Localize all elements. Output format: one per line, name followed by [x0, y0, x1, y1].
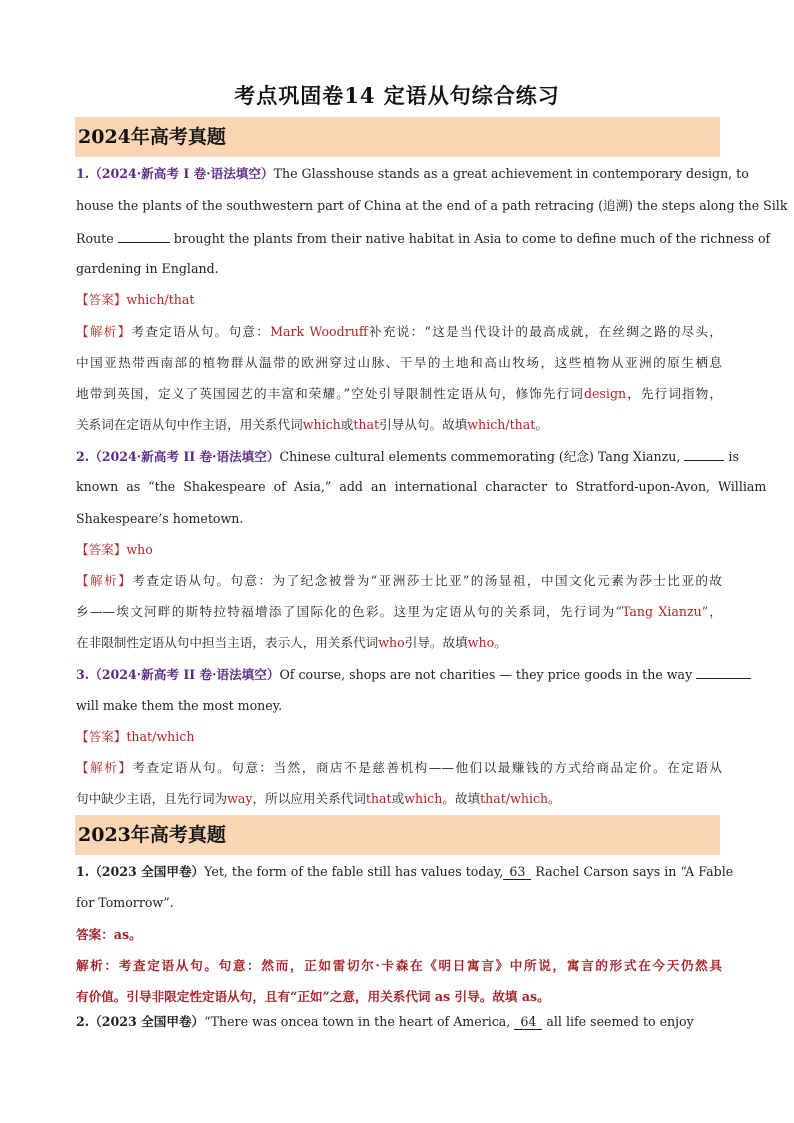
question-1-line-4: gardening in England.	[76, 261, 219, 276]
page-title: 考点巩固卷14 定语从句综合练习	[234, 83, 560, 108]
question-1-line-3: Route brought the plants from their native habitat in Asia to come to define much of the richness of	[76, 231, 771, 246]
answer-line: 【答案】who	[76, 542, 153, 557]
question-source: 2.（2023 全国甲卷）	[76, 1014, 205, 1029]
answer-blank[interactable]: 64	[514, 1015, 542, 1030]
answer-blank[interactable]: 63	[503, 865, 531, 880]
answer-blank[interactable]	[684, 448, 724, 461]
analysis-line-2: 中国亚热带西南部的植物群从温带的欧洲穿过山脉、干旱的土地和高山牧场，这些植物从亚洲的原生栖息	[76, 355, 722, 370]
question-2-line-2: known as “the Shakespeare of Asia,” add an international character to Stratford-upon-Avon, William	[76, 479, 767, 494]
question-2023-1-line-2: for Tomorrow”.	[76, 895, 174, 910]
analysis-line-2: 乡——埃文河畔的斯特拉特福增添了国际化的色彩。这里为定语从句的关系词，先行词为“Tang Xianzu”，	[76, 604, 723, 619]
question-source: 3.（2024·新高考 II 卷·语法填空）	[76, 667, 280, 682]
question-3-line-2: will make them the most money.	[76, 698, 283, 713]
analysis-line-1: 【解析】考查定语从句。句意：当然，商店不是慈善机构——他们以最赚钱的方式给商品定价。在定语从	[76, 760, 722, 775]
question-1-line-1: 1.（2024·新高考 I 卷·语法填空）The Glasshouse stands as a great achievement in contemporary design, to	[76, 166, 749, 181]
answer-line: 答案：as。	[76, 927, 142, 942]
analysis-line-3: 在非限制性定语从句中担当主语，表示人，用关系代词who引导。故填who。	[76, 635, 507, 650]
answer-blank[interactable]	[118, 230, 170, 243]
answer-line: 【答案】that/which	[76, 729, 195, 744]
question-2-line-1: 2.（2024·新高考 II 卷·语法填空）Chinese cultural elements commemorating (纪念) Tang Xianzu, is	[76, 449, 739, 464]
analysis-line-4: 关系词在定语从句中作主语，用关系代词which或that引导从句。故填which/that。	[76, 417, 548, 432]
section-heading-2024: 2024年高考真题	[75, 117, 720, 157]
analysis-line-1: 【解析】考查定语从句。句意：为了纪念被誉为“亚洲莎士比亚”的汤显祖，中国文化元素为莎士比亚的故	[76, 573, 722, 588]
question-2023-2-line-1: 2.（2023 全国甲卷）“There was oncea town in the heart of America, 64 all life seemed to enjoy	[76, 1014, 694, 1029]
section-heading-2023: 2023年高考真题	[75, 815, 720, 855]
question-source: 1.（2024·新高考 I 卷·语法填空）	[76, 166, 274, 181]
question-1-line-2: house the plants of the southwestern part of China at the end of a path retracing (追溯) the steps along the Silk	[76, 198, 788, 213]
answer-blank[interactable]	[696, 666, 751, 679]
question-source: 2.（2024·新高考 II 卷·语法填空）	[76, 449, 280, 464]
answer-line: 【答案】which/that	[76, 292, 195, 307]
question-2023-1-line-1: 1.（2023 全国甲卷）Yet, the form of the fable still has values today, 63 Rachel Carson says in “A Fable	[76, 864, 734, 879]
analysis-line-1: 【解析】考查定语从句。句意：Mark Woodruff补充说：“这是当代设计的最高成就，在丝绸之路的尽头，	[76, 324, 722, 339]
analysis-line-3: 地带到英国，定义了英国园艺的丰富和荣耀。”空处引导限制性定语从句，修饰先行词design，先行词指物，	[76, 386, 723, 401]
question-2-line-3: Shakespeare’s hometown.	[76, 511, 244, 526]
analysis-line-2: 有价值。引导非限定性定语从句，且有“正如”之意，用关系代词 as 引导。故填 as。	[76, 989, 550, 1004]
question-source: 1.（2023 全国甲卷）	[76, 864, 205, 879]
question-3-line-1: 3.（2024·新高考 II 卷·语法填空）Of course, shops are not charities — they price goods in the way	[76, 666, 722, 683]
analysis-line-2: 句中缺少主语，且先行词为way，所以应用关系代词that或which。故填that/which。	[76, 791, 561, 806]
analysis-line-1: 解析：考查定语从句。句意：然而，正如雷切尔·卡森在《明日寓言》中所说，寓言的形式在今天仍然具	[76, 958, 722, 973]
